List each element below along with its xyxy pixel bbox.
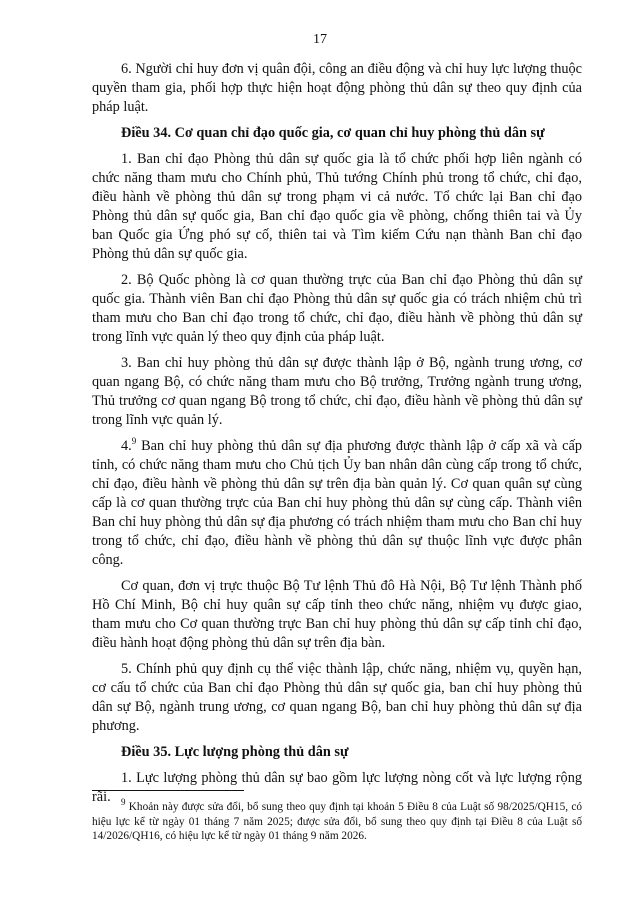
page-number: 17 — [313, 32, 327, 47]
clause-number: 4. — [121, 438, 132, 454]
document-body — [92, 60, 582, 814]
article-34-clause-2: 2. Bộ Quốc phòng là cơ quan thường trực của Ban chỉ đạo Phòng thủ dân sự quốc gia. Thành viên Ban chỉ đạo Phòng thủ dân sự quốc gia có trách nhiệm chủ trì tham mưu cho Ban chỉ đạo trong tổ chức, chỉ đạo, điều hành về phòng thủ dân sự trong lĩnh vực quản lý theo quy định của pháp luật. — [92, 272, 582, 345]
article-34-clause-4-continuation: Cơ quan, đơn vị trực thuộc Bộ Tư lệnh Thủ đô Hà Nội, Bộ Tư lệnh Thành phố Hồ Chí Minh, Bộ chỉ huy quân sự cấp tỉnh theo chức năng, nhiệm vụ được giao, tham mưu cho Cơ quan thường trực Ban chỉ huy phòng thủ dân sự cấp tỉnh chỉ đạo, điều hành hoạt động phòng thủ dân sự trên địa bàn. — [92, 578, 582, 651]
clause-text: Ban chỉ huy phòng thủ dân sự địa phương được thành lập ở cấp xã và cấp tỉnh, có chức năng tham mưu cho Chủ tịch Ủy ban nhân dân cùng cấp trong tổ chức, chỉ đạo, điều hành về phòng thủ dân sự trên địa bàn quản lý. Cơ quan quân sự cùng cấp là cơ quan thường trực của Ban chỉ huy phòng thủ dân sự cùng cấp. Thành viên Ban chỉ huy phòng thủ dân sự địa phương có trách nhiệm tham mưu cho Ban chỉ huy trong tổ chức, chỉ đạo, điều hành về phòng thủ dân sự thuộc lĩnh vực được phân công. — [92, 438, 582, 568]
footnote — [92, 797, 582, 844]
footnote-reference[interactable]: 9 — [131, 436, 137, 447]
article-34-clause-1: 1. Ban chỉ đạo Phòng thủ dân sự quốc gia là tổ chức phối hợp liên ngành có chức năng tham mưu cho Chính phủ, Thủ tướng Chính phủ trong tổ chức, chỉ đạo, điều hành về phòng thủ dân sự trong phạm vi cả nước. Tổ chức lại Ban chỉ đạo Phòng thủ dân sự quốc gia, Ban chỉ đạo quốc gia về phòng, chống thiên tai và Ủy ban Quốc gia Ứng phó sự cố, thiên tai và Tìm kiếm Cứu nạn thành Ban chỉ đạo Phòng thủ dân sự quốc gia. — [92, 151, 582, 262]
footnote-marker: 9 — [121, 797, 126, 808]
article-34-clause-5: 5. Chính phủ quy định cụ thể việc thành lập, chức năng, nhiệm vụ, quyền hạn, cơ cấu tổ chức của Ban chỉ đạo Phòng thủ dân sự quốc gia, ban chỉ huy phòng thủ dân sự Bộ, ngành trung ương, cơ quan ngang Bộ, ban chỉ huy phòng thủ dân sự địa phương. — [92, 661, 582, 734]
article-35-clause-1: 1. Lực lượng phòng thủ dân sự bao gồm lực lượng nòng cốt và lực lượng rộng rãi. — [92, 770, 582, 805]
article-34-clause-4 — [92, 437, 582, 570]
article-34-heading: Điều 34. Cơ quan chỉ đạo quốc gia, cơ quan chỉ huy phòng thủ dân sự — [121, 125, 545, 141]
article-34-clause-3: 3. Ban chỉ huy phòng thủ dân sự được thành lập ở Bộ, ngành trung ương, cơ quan ngang Bộ, có chức năng tham mưu cho Bộ trưởng, Trưởng ngành trung ương, Thủ trưởng cơ quan ngang Bộ trong tổ chức, chỉ đạo, điều hành về phòng thủ dân sự trong lĩnh vực quản lý. — [92, 355, 582, 428]
footnote-text: Khoản này được sửa đổi, bổ sung theo quy định tại khoản 5 Điều 8 của Luật số 98/2025/QH15, có hiệu lực kể từ ngày 01 tháng 7 năm 2025; được sửa đổi, bổ sung theo quy định tại Điều 8 của Luật số 14/2026/QH16, có hiệu lực kể từ ngày 01 tháng 9 năm 2026. — [92, 801, 582, 842]
clause-6-paragraph: 6. Người chỉ huy đơn vị quân đội, công an điều động và chỉ huy lực lượng thuộc quyền tham gia, phối hợp thực hiện hoạt động phòng thủ dân sự theo quy định của pháp luật. — [92, 61, 582, 115]
article-35-heading: Điều 35. Lực lượng phòng thủ dân sự — [121, 744, 349, 760]
footnote-separator — [92, 790, 244, 791]
